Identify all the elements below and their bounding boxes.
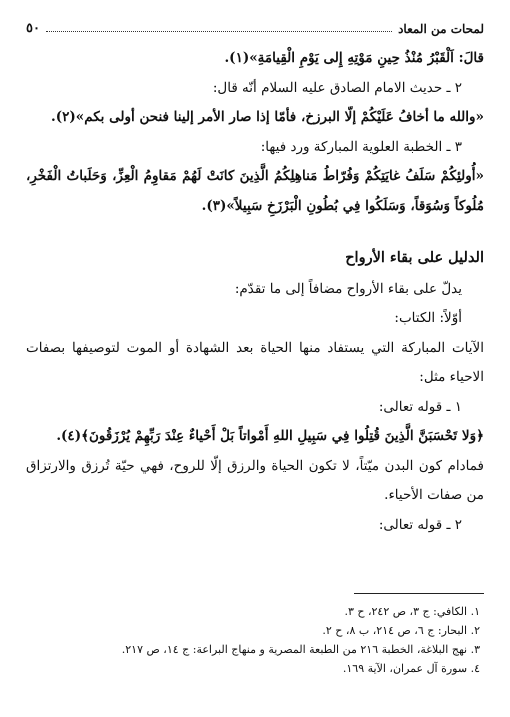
footnote-item: ١. الكافي: ج ٣، ص ٢٤٢، ح ٣. xyxy=(344,605,480,618)
quote-line-1: قالَ: اَلْقَبْرُ مُنْذُ حِينِ مَوْتِهِ إِلى يَوْمِ الْقِيامَةِ»(١). xyxy=(224,50,484,66)
verse-label-2: ٢ ـ قوله تعالى: xyxy=(378,516,462,533)
verse-label-1: ١ ـ قوله تعالى: xyxy=(378,398,462,415)
running-title: لمحات من المعاد xyxy=(398,22,484,36)
paragraph-sermon-intro: ٣ ـ الخطبة العلوية المباركة ورد فيها: xyxy=(260,138,462,155)
page-body xyxy=(26,44,484,540)
sermon-quote-line-2: مُلُوكاً وَسُوَقاً، وَسَلَكُوا فِي بُطُونِ الْبَرْزَخِ سَبِيلاً»(٣). xyxy=(201,197,484,214)
footnote-item: ٢. البحار: ج ٦، ص ٢١٤، ب ٨، ح ٢. xyxy=(322,624,480,637)
header-dot-leader xyxy=(46,31,392,32)
paragraph-hadith-intro: ٢ ـ حديث الامام الصادق عليه السلام أنّه قال: xyxy=(212,79,462,96)
quran-verse: ﴿وَلا تَحْسَبَنَّ الَّذِينَ قُتِلُوا فِي سَبِيلِ اللهِ أَمْواتاً بَلْ أَحْياءٌ عِنْدَ رَبِّهِمْ يُرْزَقُونَ﴾(٤). xyxy=(56,428,484,444)
footnote-item: ٤. سورة آل عمران، الآية ١٦٩. xyxy=(342,662,480,675)
page-number: ٥٠ xyxy=(26,21,40,36)
sermon-quote-line-1: «أُولئِكُمْ سَلَفُ غايَتِكُمْ وَفُرّاطُ مَناهِلِكُمُ الَّذِينَ كانَتْ لَهُمْ مَقاوِمُ الْعِزِّ، وَحَلَباتُ الْفَخْرِ، xyxy=(26,168,484,184)
footnotes xyxy=(26,602,484,678)
footnote-separator xyxy=(354,593,484,594)
section-heading: الدليل على بقاء الأرواح xyxy=(345,249,484,266)
paragraph-intro: يدلّ على بقاء الأرواح مضافاً إلى ما تقدّم: xyxy=(234,280,462,297)
footnote-item: ٣. نهج البلاغة، الخطبة ٢١٦ من الطبعة المصرية و منهاج البراعة: ج ١٤، ص ٢١٧. xyxy=(121,643,480,656)
paragraph-explanation-line-2: من صفات الأحياء. xyxy=(384,487,484,503)
hadith-quote: «والله ما أخافُ عَلَيْكُمْ إلّا البرزخ، فأمّا إذا صار الأمر إلينا فنحن أولى بكم»(٢). xyxy=(51,109,484,125)
paragraph-explanation-line-1: فمادام كون البدن ميّتاً، لا تكون الحياة والرزق إلّا للروح، فهي حيّة تُرزق والارتزاق xyxy=(26,457,484,474)
page-header xyxy=(26,14,484,36)
subheading-book: أوّلاً: الكتاب: xyxy=(394,310,462,326)
paragraph-verses-line-2: الاحياء مثل: xyxy=(419,369,484,385)
paragraph-verses-line-1: الآيات المباركة التي يستفاد منها الحياة بعد الشهادة أو الموت لتوصيفها بصفات xyxy=(26,339,484,356)
